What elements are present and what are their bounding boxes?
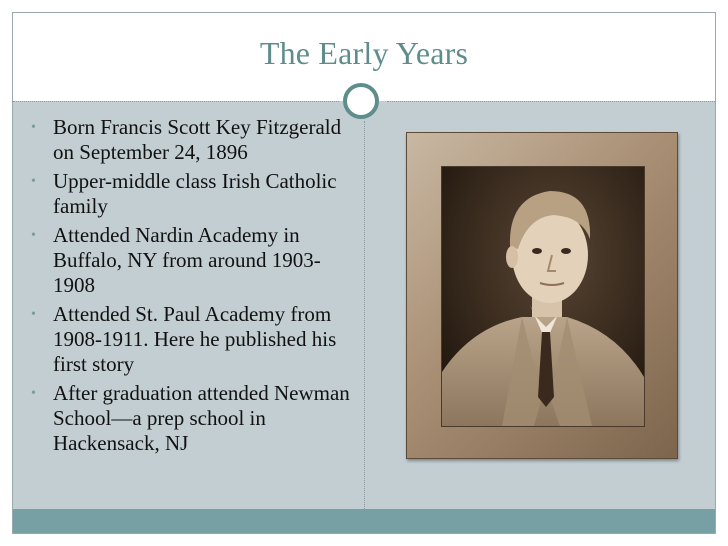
bullet-text: Attended Nardin Academy in Buffalo, NY from around 1903-1908	[53, 223, 321, 297]
column-divider	[364, 121, 365, 509]
bullet-text: After graduation attended Newman School—a prep school in Hackensack, NJ	[53, 381, 350, 455]
slide-footer-bar	[13, 509, 715, 533]
bullet-list	[27, 115, 357, 460]
bullet-item	[27, 169, 357, 219]
slide	[12, 12, 716, 534]
slide-title: The Early Years	[259, 35, 469, 71]
bullet-item	[27, 381, 357, 456]
bullet-text: Born Francis Scott Key Fitzgerald on September 24, 1896	[53, 115, 342, 164]
bullet-text: Upper-middle class Irish Catholic family	[53, 169, 337, 218]
bullet-icon: •	[31, 307, 36, 322]
bullet-item	[27, 302, 357, 377]
bullet-icon: •	[31, 120, 36, 135]
header-divider-right	[387, 101, 715, 102]
bullet-item	[27, 115, 357, 165]
header-divider-left	[13, 101, 339, 102]
portrait-photo	[441, 166, 645, 427]
portrait-frame	[406, 132, 678, 459]
bullet-icon: •	[31, 386, 36, 401]
portrait-image-icon	[442, 167, 644, 426]
bullet-icon: •	[31, 228, 36, 243]
bullet-icon: •	[31, 174, 36, 189]
bullet-text: Attended St. Paul Academy from 1908-1911. Here he published his first story	[53, 302, 337, 376]
bullet-item	[27, 223, 357, 298]
circle-ornament-icon	[343, 83, 379, 119]
